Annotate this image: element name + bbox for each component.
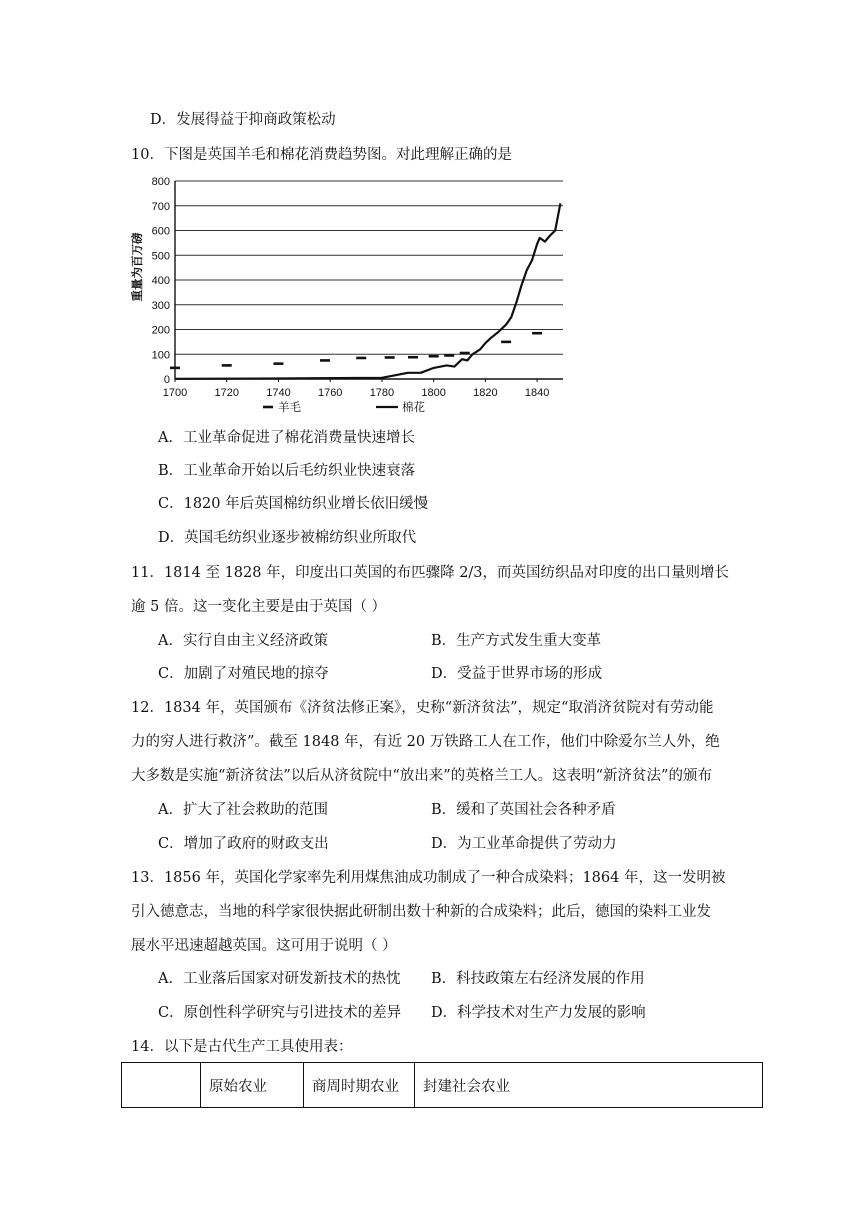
q11-option-c[interactable]: C．加剧了对殖民地的掠夺 — [158, 666, 329, 682]
y-tick-label: 600 — [151, 225, 170, 238]
y-axis-label: 重量为百万磅 — [132, 232, 144, 302]
q12-option-c[interactable]: C．增加了政府的财政支出 — [158, 836, 329, 852]
q9-option-d: D．发展得益于抑商政策松动 — [150, 112, 336, 128]
legend-wool-label: 羊毛 — [278, 402, 301, 414]
legend-cotton-label: 棉花 — [402, 402, 425, 414]
table-cell — [122, 1063, 201, 1108]
q10-option-d[interactable]: D．英国毛纺织业逐步被棉纺织业所取代 — [158, 530, 417, 546]
q13-stem-line1: 13．1856 年，英国化学家率先利用煤焦油成功制成了一种合成染料；1864 年，这一发明被 — [131, 870, 726, 886]
q13-option-b[interactable]: B．科技政策左右经济发展的作用 — [431, 971, 645, 987]
q10-stem: 10．下图是英国羊毛和棉花消费趋势图。对此理解正确的是 — [131, 147, 512, 163]
table-cell: 封建社会农业 — [415, 1063, 763, 1108]
q13-stem-line3: 展水平迅速超越英国。这可用于说明（ ） — [131, 938, 397, 954]
table-cell: 商周时期农业 — [304, 1063, 415, 1108]
q10-option-b[interactable]: B．工业革命开始以后毛纺织业快速衰落 — [158, 463, 416, 479]
q12-option-a[interactable]: A．扩大了社会救助的范围 — [158, 802, 328, 818]
q12-stem-line2: 力的穷人进行救济”。截至 1848 年，有近 20 万铁路工人在工作，他们中除爱尔兰人外，绝 — [131, 734, 720, 750]
cotton-line — [175, 203, 560, 378]
y-tick-label: 500 — [151, 250, 170, 263]
table-row — [122, 1063, 763, 1108]
x-tick-label: 1700 — [162, 387, 188, 399]
q11-option-d[interactable]: D．受益于世界市场的形成 — [431, 666, 603, 682]
tools-table — [121, 1062, 763, 1108]
wool-cotton-chart — [128, 170, 578, 420]
x-tick-label: 1780 — [369, 387, 395, 399]
q13-option-d[interactable]: D．科学技术对生产力发展的影响 — [431, 1005, 646, 1021]
q11-stem-line1: 11．1814 至 1828 年，印度出口英国的布匹骤降 2/3，而英国纺织品对印度的出口量则增长 — [131, 565, 730, 581]
x-tick-label: 1760 — [317, 387, 343, 399]
q14-stem: 14．以下是古代生产工具使用表： — [131, 1039, 353, 1055]
q13-option-a[interactable]: A．工业落后国家对研发新技术的热忱 — [158, 971, 401, 987]
y-tick-label: 300 — [151, 299, 170, 312]
q13-stem-line2: 引入德意志，当地的科学家很快据此研制出数十种新的合成染料；此后，德国的染料工业发 — [131, 904, 711, 920]
q10-option-a[interactable]: A．工业革命促进了棉花消费量快速增长 — [158, 430, 415, 446]
y-tick-label: 100 — [151, 349, 170, 362]
x-tick-label: 1820 — [473, 387, 498, 399]
q12-stem-line3: 大多数是实施“新济贫法”以后从济贫院中“放出来”的英格兰工人。这表明“新济贫法”的颁布 — [131, 768, 712, 784]
y-tick-label: 400 — [151, 275, 170, 287]
x-tick-label: 1840 — [524, 387, 550, 399]
x-tick-label: 1800 — [421, 387, 446, 399]
y-tick-label: 800 — [151, 176, 170, 188]
q12-option-d[interactable]: D．为工业革命提供了劳动力 — [431, 836, 617, 852]
y-tick-label: 200 — [151, 324, 170, 337]
x-tick-label: 1720 — [214, 387, 239, 399]
q13-option-c[interactable]: C．原创性科学研究与引进技术的差异 — [158, 1005, 402, 1021]
q12-stem-line1: 12．1834 年，英国颁布《济贫法修正案》，史称“新济贫法”，规定“取消济贫院对有劳动能 — [131, 700, 714, 716]
q11-option-b[interactable]: B．生产方式发生重大变革 — [431, 633, 602, 649]
q11-stem-line2: 逾 5 倍。这一变化主要是由于英国（ ） — [131, 599, 387, 615]
table-cell: 原始农业 — [201, 1063, 304, 1108]
x-tick-label: 1740 — [266, 387, 291, 399]
y-tick-label: 700 — [151, 200, 170, 213]
y-tick-label: 0 — [163, 374, 170, 386]
q12-option-b[interactable]: B．缓和了英国社会各种矛盾 — [431, 802, 616, 818]
q10-option-c[interactable]: C．1820 年后英国棉纺织业增长依旧缓慢 — [158, 496, 429, 512]
q11-option-a[interactable]: A．实行自由主义经济政策 — [158, 633, 328, 649]
